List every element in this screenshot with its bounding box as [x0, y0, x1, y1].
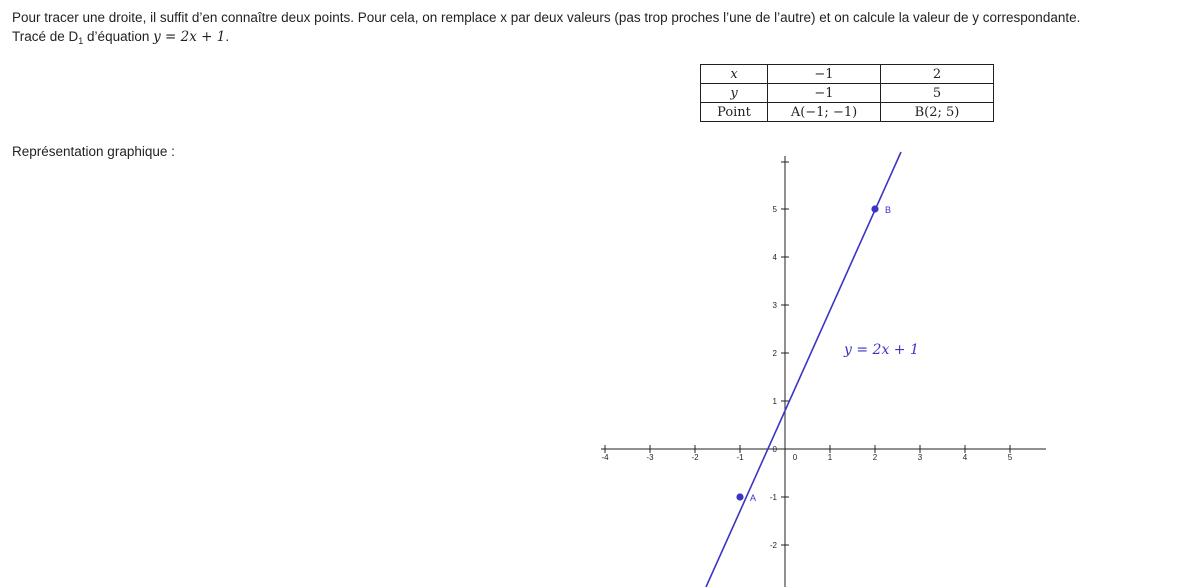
x-tick-label: 2: [872, 453, 878, 462]
table-cell: −1: [768, 65, 881, 84]
table-row-header: x: [701, 65, 768, 84]
intro-line-2-subscript: 1: [78, 36, 84, 46]
intro-line-2-suffix: .: [225, 29, 230, 44]
x-tick-label: -1: [736, 453, 744, 462]
table-row: [701, 65, 994, 84]
table-row: [701, 84, 994, 103]
y-tick-label: 2: [772, 349, 777, 358]
table-cell: A(−1; −1): [768, 103, 881, 122]
x-tick-label: -3: [646, 453, 654, 462]
equation-annotation: y = 2x + 1: [844, 342, 919, 358]
x-tick-label: 5: [1007, 453, 1013, 462]
y-tick-label: -1: [769, 493, 777, 502]
table-row: [701, 103, 994, 122]
table-cell: 2: [881, 65, 994, 84]
y-tick-label: 5: [772, 205, 777, 214]
intro-paragraph: [12, 8, 1172, 51]
y-tick-label: 4: [772, 253, 777, 262]
x-tick-label: -2: [691, 453, 699, 462]
table-row-header: Point: [701, 103, 768, 122]
table-cell: −1: [768, 84, 881, 103]
point-b-marker: [871, 205, 878, 212]
table-cell: B(2; 5): [881, 103, 994, 122]
intro-line-2-middle: d’équation: [83, 29, 154, 44]
x-tick-label: 3: [917, 453, 923, 462]
point-a-label: A: [750, 493, 757, 503]
graph-caption: Représentation graphique :: [12, 144, 175, 159]
graph-svg: [596, 150, 1066, 587]
x-tick-label: 0: [792, 453, 798, 462]
y-tick-label: 3: [772, 301, 777, 310]
table-cell: 5: [881, 84, 994, 103]
line-d1: [706, 152, 901, 587]
y-tick-label: -2: [769, 541, 777, 550]
intro-line-2: [12, 27, 1172, 51]
x-tick-label: 4: [962, 453, 968, 462]
point-b-label: B: [885, 205, 892, 215]
x-tick-label: 1: [827, 453, 833, 462]
intro-line-1: Pour tracer une droite, il suffit d’en connaître deux points. Pour cela, on remplace x par deux valeurs (pas trop proches l’une de l’autre) et on calcule la valeur de y correspondante.: [12, 10, 1081, 25]
x-tick-label: -4: [601, 453, 609, 462]
intro-line-2-equation: y = 2x + 1: [153, 29, 226, 45]
y-tick-label: 0: [772, 445, 777, 454]
table-row-header: y: [701, 84, 768, 103]
point-a-marker: [736, 493, 743, 500]
values-table: [700, 64, 994, 122]
y-tick-label: 1: [772, 397, 777, 406]
graph-figure: [596, 150, 1066, 587]
intro-line-2-prefix: Tracé de D: [12, 29, 79, 44]
